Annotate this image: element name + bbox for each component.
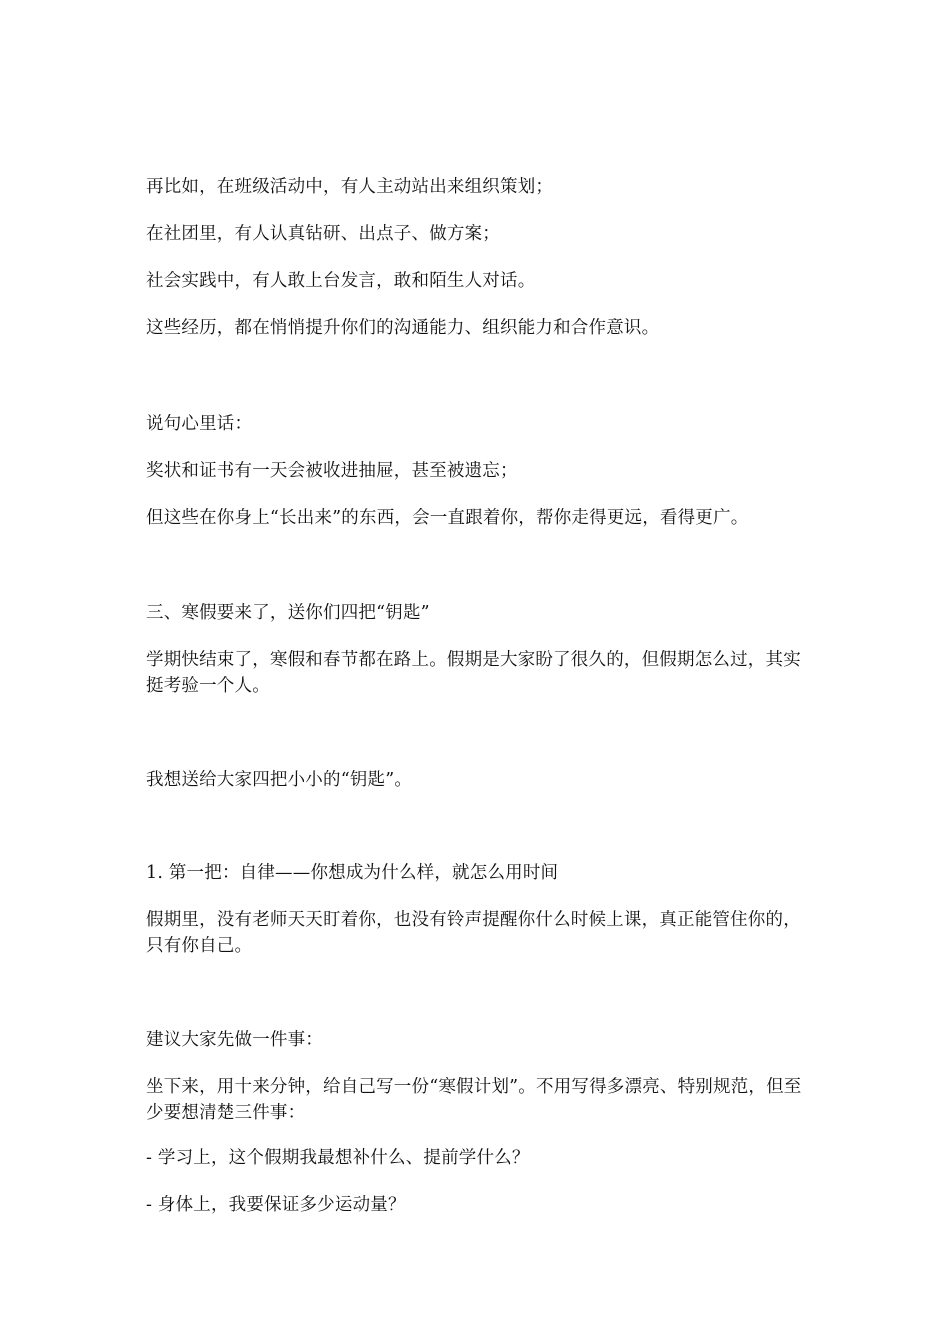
paragraph-club: 在社团里，有人认真钻研、出点子、做方案； [146, 224, 500, 244]
paragraph-social-practice: 社会实践中，有人敢上台发言，敢和陌生人对话。 [146, 271, 536, 291]
paragraph-experiences: 这些经历，都在悄悄提升你们的沟通能力、组织能力和合作意识。 [146, 318, 660, 338]
paragraph-winter-plan: 坐下来，用十来分钟，给自己写一份“寒假计划”。不用写得多漂亮、特别规范，但至少要想清楚三件事： [146, 1077, 802, 1123]
paragraph-certificates: 奖状和证书有一天会被收进抽屉，甚至被遗忘； [146, 461, 518, 481]
list-item-study: - 学习上，这个假期我最想补什么、提前学什么？ [146, 1148, 530, 1168]
paragraph-four-keys: 我想送给大家四把小小的“钥匙”。 [146, 770, 413, 790]
paragraph-semester-end: 学期快结束了，寒假和春节都在路上。假期是大家盼了很久的，但假期怎么过，其实挺考验一个人。 [146, 650, 801, 696]
list-item-exercise: - 身体上，我要保证多少运动量？ [146, 1195, 406, 1215]
paragraph-grown-things: 但这些在你身上“长出来”的东西，会一直跟着你，帮你走得更远，看得更广。 [146, 508, 749, 528]
paragraph-heart-words: 说句心里话： [146, 414, 253, 434]
paragraph-holiday-self: 假期里，没有老师天天盯着你，也没有铃声提醒你什么时候上课，真正能管住你的，只有你自己。 [146, 910, 801, 956]
paragraph-suggestion: 建议大家先做一件事： [146, 1030, 323, 1050]
section-heading-winter-break: 三、寒假要来了，送你们四把“钥匙” [146, 603, 430, 623]
paragraph-class-activities: 再比如，在班级活动中，有人主动站出来组织策划； [146, 177, 554, 197]
subheading-self-discipline: 1. 第一把：自律——你想成为什么样，就怎么用时间 [146, 863, 559, 883]
